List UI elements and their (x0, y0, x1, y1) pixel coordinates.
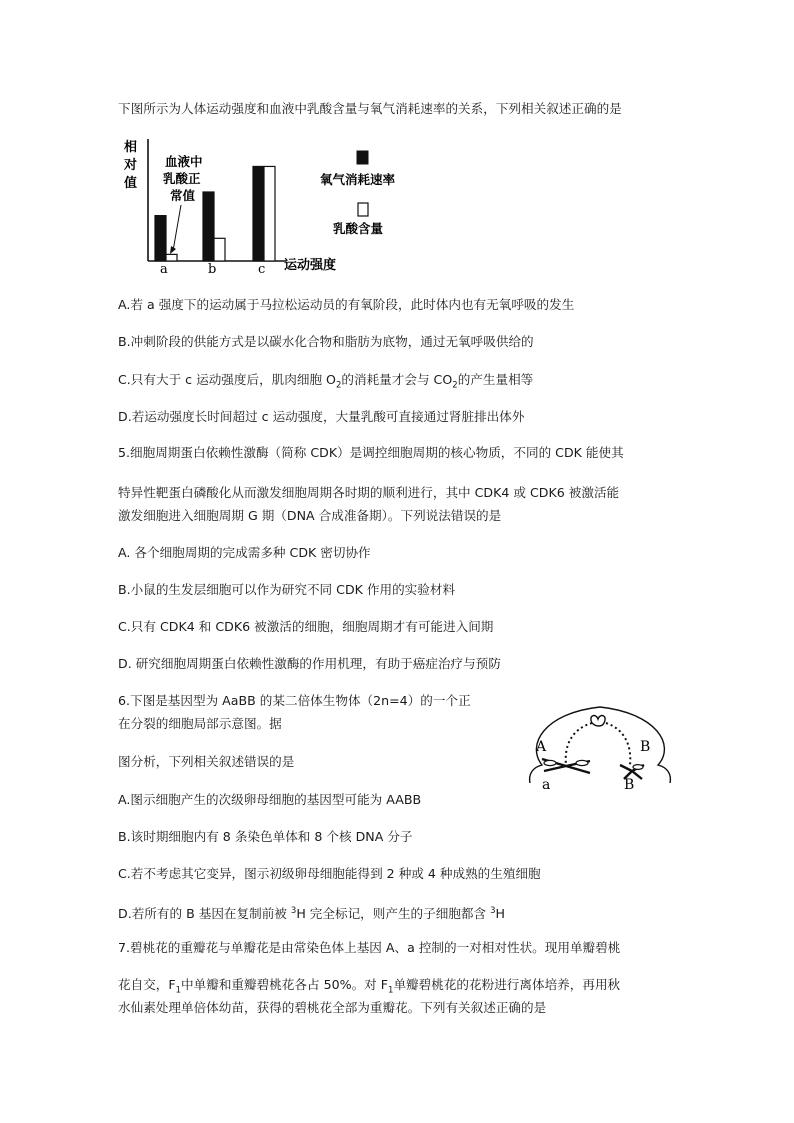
q4-stem: 下图所示为人体运动强度和血液中乳酸含量与氧气消耗速率的关系，下列相关叙述正确的是 (118, 101, 622, 116)
q6-cell-diagram (520, 703, 680, 803)
legend-oxygen-swatch (357, 151, 368, 164)
q6-option-a: A.图示细胞产生的次级卵母细胞的基因型可能为 AABB (118, 792, 422, 807)
legend-lactate-swatch (358, 203, 368, 216)
q6-option-d-sup1: 3 (290, 906, 297, 916)
q7-line-2-part1: 花自交，F (118, 977, 176, 992)
chart-callout-arrowhead (170, 246, 176, 254)
q6-line-3: 图分析，下列相关叙述错误的是 (118, 754, 295, 769)
q5-option-c: C.只有 CDK4 和 CDK6 被激活的细胞，细胞周期才有可能进入间期 (118, 619, 494, 634)
q4-option-c-part3: 的产生量相等 (457, 372, 534, 387)
category-label-a: a (160, 262, 168, 273)
chromosome-left-arm-1 (544, 760, 556, 765)
q6-line-1: 6.下图是基因型为 AaBB 的某二倍体生物体（2n=4）的一个正 (118, 693, 471, 708)
q4-bar-chart (118, 133, 418, 273)
q7-line-2 (118, 977, 620, 999)
q6-option-b: B.该时期细胞内有 8 条染色单体和 8 个核 DNA 分子 (118, 829, 413, 844)
q6-option-d-part2: H 完全标记，则产生的子细胞都含 (296, 906, 491, 922)
q6-option-d-sup2: 3 (490, 906, 496, 916)
category-label-c: c (258, 262, 266, 273)
chromosome-left-arm-2 (576, 760, 588, 765)
bar-c-lactate (264, 166, 275, 261)
gene-label-a: a (542, 777, 551, 793)
gene-label-B-top: B (640, 739, 651, 755)
bar-a-oxygen (155, 216, 166, 261)
chart-ylabel-3: 值 (124, 176, 138, 191)
q5-option-d: D. 研究细胞周期蛋白依赖性激酶的作用机理，有助于癌症治疗与预防 (118, 656, 501, 671)
q4-option-c-sub1: 2 (335, 380, 342, 391)
legend-oxygen-label: 氧气消耗速率 (320, 172, 396, 187)
q7-line-2-sub1: 1 (175, 985, 182, 996)
legend-lactate-label: 乳酸含量 (333, 221, 384, 236)
q7-line-2-part3: 单瓣碧桃花的花粉进行离体培养，再用秋 (393, 977, 621, 992)
q6-option-c: C.若不考虑其它变异，图示初级卵母细胞能得到 2 种或 4 种成熟的生殖细胞 (118, 866, 541, 881)
q5-line-1: 5.细胞周期蛋白依赖性激酶（简称 CDK）是调控细胞周期的核心物质，不同的 CDK 能使其 (118, 445, 624, 460)
q4-option-c-part1: C.只有大于 c 运动强度后，肌肉细胞 O (118, 372, 336, 387)
spindle-fiber-right (606, 723, 630, 765)
q7-line-1: 7.碧桃花的重瓣花与单瓣花是由常染色体上基因 A、a 控制的一对相对性状。现用单瓣碧桃 (118, 940, 621, 955)
chromosome-right-arm (633, 765, 643, 770)
q7-line-3: 水仙素处理单倍体幼苗，获得的碧桃花全部为重瓣花。下列有关叙述正确的是 (118, 1000, 547, 1015)
q6-option-d-part3: H (495, 906, 506, 922)
q4-option-c (118, 372, 533, 394)
centriole-icon (591, 716, 605, 726)
gene-label-A: A (536, 739, 547, 755)
chart-callout-1: 血液中 (165, 154, 203, 169)
chart-xlabel: 运动强度 (284, 258, 337, 273)
q4-option-c-part2: 的消耗量才会与 CO (341, 372, 453, 387)
bar-a-lactate (166, 254, 177, 261)
bar-b-lactate (214, 238, 225, 261)
q6-option-d (118, 903, 505, 922)
q4-option-c-sub2: 2 (452, 380, 458, 391)
chart-ylabel-1: 相 (124, 140, 138, 155)
chart-category-labels (160, 262, 265, 273)
q6-line-2: 在分裂的细胞局部示意图。据 (118, 716, 282, 731)
q4-option-b: B.冲刺阶段的供能方式是以碳水化合物和脂肪为底物，通过无氧呼吸供给的 (118, 334, 534, 349)
chart-callout-3: 常值 (170, 188, 196, 203)
bar-b-oxygen (203, 192, 214, 261)
q5-line-2: 特异性靶蛋白磷酸化从而激发细胞周期各时期的顺利进行，其中 CDK4 或 CDK6 被激活能 (118, 485, 620, 500)
category-label-b: b (208, 262, 217, 273)
q6-option-d-part1: D.若所有的 B 基因在复制前被 (118, 906, 291, 922)
q7-line-2-sub2: 1 (388, 985, 394, 996)
q7-line-2-part2: 中单瓣和重瓣碧桃花各占 50%。对 F (181, 977, 389, 992)
q5-option-b: B.小鼠的生发层细胞可以作为研究不同 CDK 作用的实验材料 (118, 582, 456, 597)
q5-option-a: A. 各个细胞周期的完成需多种 CDK 密切协作 (118, 545, 371, 560)
q4-option-d: D.若运动强度长时间超过 c 运动强度，大量乳酸可直接通过肾脏排出体外 (118, 409, 525, 424)
q5-line-3: 激发细胞进入细胞周期 G 期（DNA 合成准备期）。下列说法错误的是 (118, 508, 502, 523)
chart-callout-2: 乳酸正 (163, 171, 201, 186)
chart-callout-arrow (173, 205, 181, 251)
spindle-fiber-left (566, 723, 592, 765)
q4-option-a: A.若 a 强度下的运动属于马拉松运动员的有氧阶段，此时体内也有无氧呼吸的发生 (118, 297, 575, 312)
chart-ylabel-2: 对 (124, 158, 138, 173)
gene-label-B-bottom: B (624, 777, 635, 793)
bar-c-oxygen (253, 166, 264, 261)
